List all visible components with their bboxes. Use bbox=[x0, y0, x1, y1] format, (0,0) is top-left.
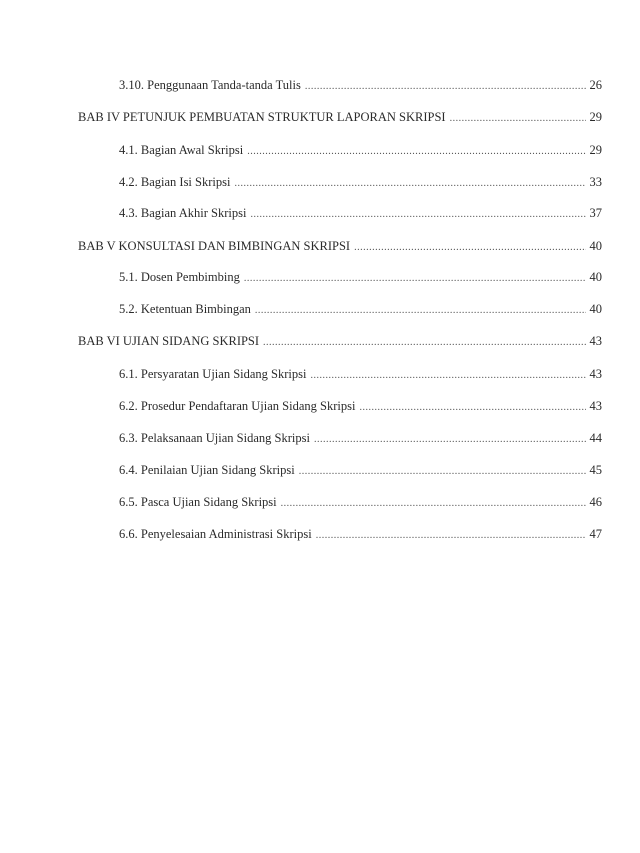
toc-page-number: 45 bbox=[589, 463, 602, 477]
toc-page-number: 44 bbox=[589, 431, 602, 445]
toc-label: 6.6. Penyelesaian Administrasi Skripsi bbox=[119, 527, 312, 541]
toc-label: BAB IV PETUNJUK PEMBUATAN STRUKTUR LAPORAN SKRIPSI bbox=[78, 110, 446, 124]
dot-leader bbox=[314, 431, 586, 449]
dot-leader bbox=[359, 399, 585, 417]
toc-entry-bab-iv bbox=[78, 108, 602, 126]
toc-label: 3.10. Penggunaan Tanda-tanda Tulis bbox=[119, 78, 301, 92]
dot-leader bbox=[354, 239, 585, 257]
toc-entry-6-4 bbox=[119, 461, 602, 479]
dot-leader bbox=[310, 367, 585, 385]
toc-page-number: 40 bbox=[589, 302, 602, 316]
toc-label: BAB VI UJIAN SIDANG SKRIPSI bbox=[78, 334, 260, 348]
toc-label: 4.2. Bagian Isi Skripsi bbox=[119, 175, 231, 189]
toc-page-number: 46 bbox=[589, 495, 602, 509]
toc-page-number: 26 bbox=[589, 78, 602, 92]
toc-page-number: 43 bbox=[589, 399, 602, 413]
toc-entry-6-5 bbox=[119, 493, 602, 511]
toc-label: 6.2. Prosedur Pendaftaran Ujian Sidang Skripsi bbox=[119, 399, 356, 413]
toc-entry-5-1 bbox=[119, 268, 602, 286]
toc-label: 6.3. Pelaksanaan Ujian Sidang Skripsi bbox=[119, 431, 310, 445]
toc-entry-3-10 bbox=[119, 76, 602, 94]
dot-leader bbox=[316, 527, 586, 545]
dot-leader bbox=[234, 175, 585, 193]
toc-entry-bab-vi bbox=[78, 332, 602, 350]
toc-label: 5.1. Dosen Pembimbing bbox=[119, 270, 240, 284]
toc-entry-6-3 bbox=[119, 429, 602, 447]
toc-page-number: 37 bbox=[589, 206, 602, 220]
dot-leader bbox=[299, 463, 586, 481]
toc-entry-bab-v bbox=[78, 237, 602, 255]
toc-label: 6.1. Persyaratan Ujian Sidang Skripsi bbox=[119, 367, 307, 381]
toc-entry-6-1 bbox=[119, 365, 602, 383]
toc-label: 6.4. Penilaian Ujian Sidang Skripsi bbox=[119, 463, 295, 477]
dot-leader bbox=[263, 334, 585, 352]
toc-page-number: 29 bbox=[589, 143, 602, 157]
dot-leader bbox=[305, 78, 586, 96]
toc-entry-4-2 bbox=[119, 173, 602, 191]
toc-entry-6-6 bbox=[119, 525, 602, 543]
toc-entry-5-2 bbox=[119, 300, 602, 318]
toc-page-number: 43 bbox=[589, 334, 602, 348]
dot-leader bbox=[250, 206, 585, 224]
dot-leader bbox=[255, 302, 586, 320]
dot-leader bbox=[281, 495, 586, 513]
toc-page-number: 47 bbox=[589, 527, 602, 541]
toc-page-number: 40 bbox=[589, 270, 602, 284]
toc-entry-6-2 bbox=[119, 397, 602, 415]
toc-page-number: 33 bbox=[589, 175, 602, 189]
toc-label: BAB V KONSULTASI DAN BIMBINGAN SKRIPSI bbox=[78, 239, 351, 253]
toc-entry-4-1 bbox=[119, 141, 602, 159]
dot-leader bbox=[450, 110, 586, 128]
toc-label: 4.1. Bagian Awal Skripsi bbox=[119, 143, 244, 157]
toc-label: 6.5. Pasca Ujian Sidang Skripsi bbox=[119, 495, 277, 509]
dot-leader bbox=[244, 270, 586, 288]
toc-page-number: 43 bbox=[589, 367, 602, 381]
toc-label: 5.2. Ketentuan Bimbingan bbox=[119, 302, 251, 316]
toc-label: 4.3. Bagian Akhir Skripsi bbox=[119, 206, 247, 220]
dot-leader bbox=[247, 143, 585, 161]
toc-page-number: 29 bbox=[589, 110, 602, 124]
toc-entry-4-3 bbox=[119, 204, 602, 222]
toc-page-number: 40 bbox=[589, 239, 602, 253]
